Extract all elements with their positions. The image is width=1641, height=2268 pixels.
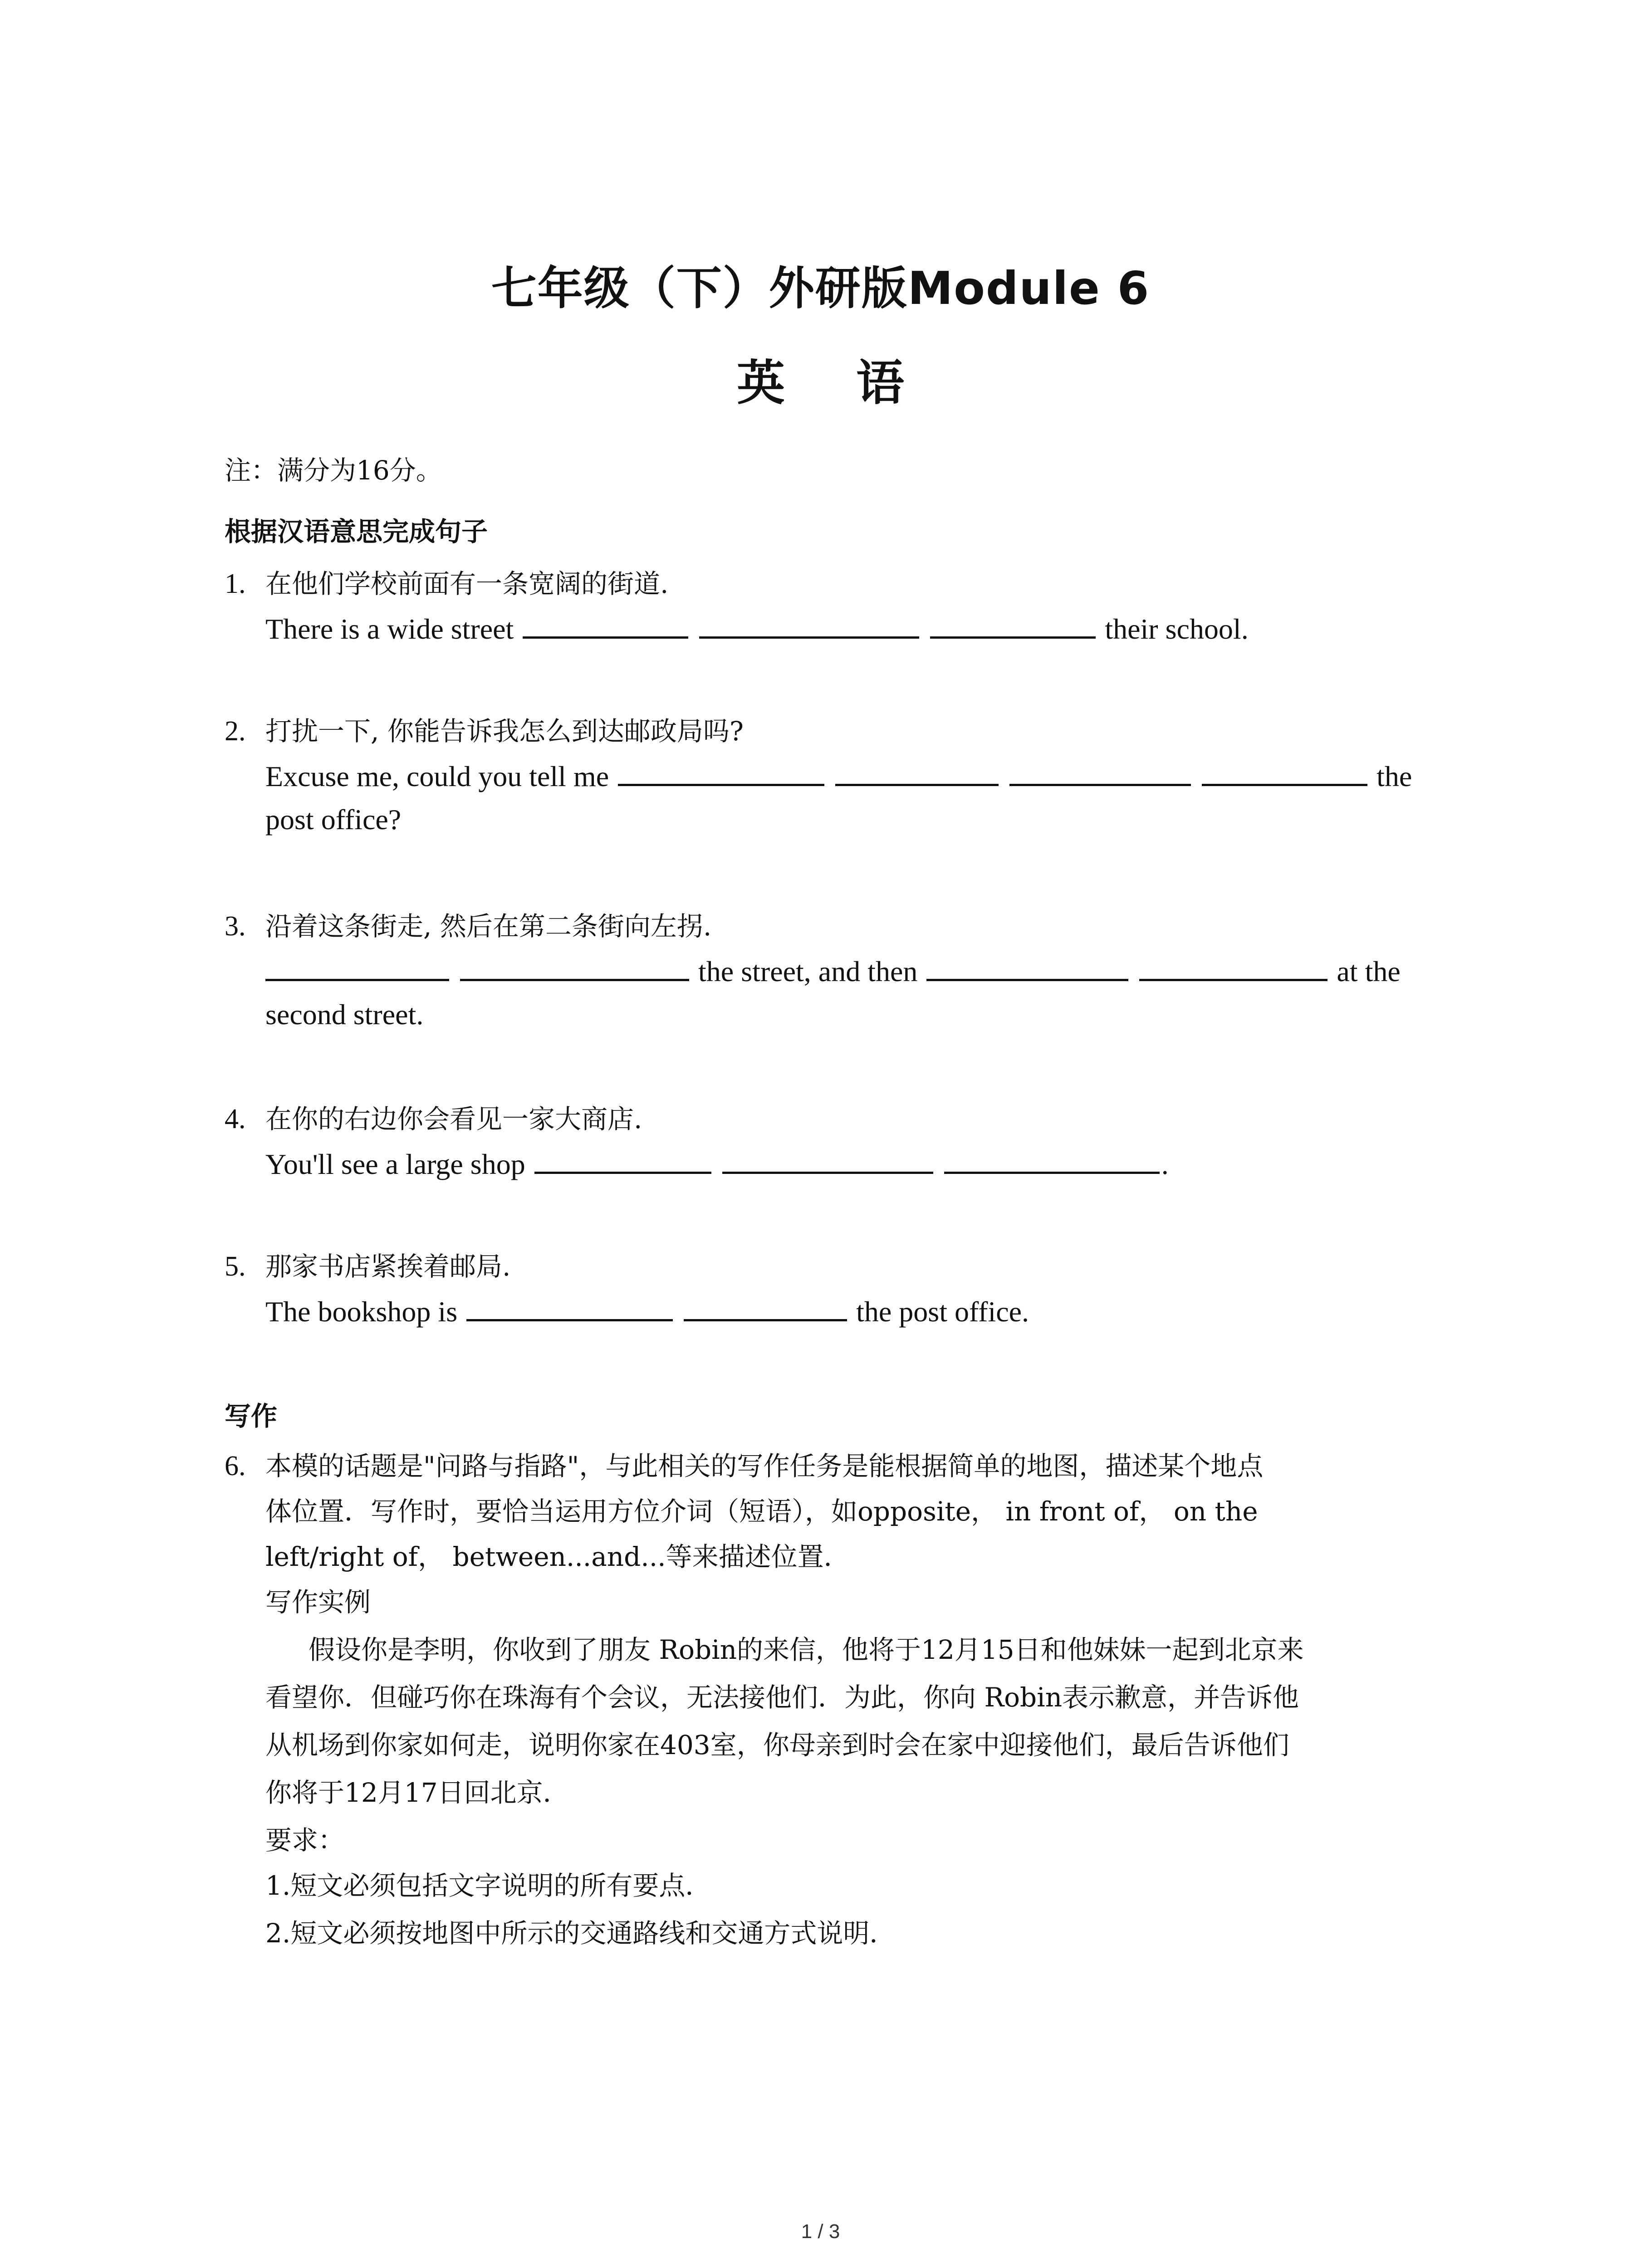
answer-blank[interactable] (930, 610, 1096, 639)
question-number: 3. (225, 911, 246, 942)
chinese-sentence: 在你的右边你会看见一家大商店. (265, 1104, 642, 1134)
question-5-chinese (225, 1245, 510, 1283)
english-text: at the (1337, 955, 1401, 987)
answer-blank[interactable] (618, 758, 824, 786)
writing-text: 本模的话题是"问路与指路"，与此相关的写作任务是能根据简单的地图，描述某个地点 (265, 1451, 1264, 1481)
question-number: 6. (225, 1451, 246, 1481)
subject-title: 英 语 (737, 355, 931, 411)
writing-line-2: 体位置．写作时，要恰当运用方位介词（短语），如opposite， in front of， on the (265, 1496, 1258, 1527)
writing-example-heading: 写作实例 (265, 1587, 371, 1618)
question-2-english-cont: post office? (265, 803, 402, 836)
chinese-sentence: 在他们学校前面有一条宽阔的街道. (265, 568, 669, 599)
answer-blank[interactable] (534, 1145, 711, 1174)
answer-blank[interactable] (460, 953, 689, 981)
writing-line-5: 假设你是李明，你收到了朋友 Robin的来信，他将于12月15日和他妹妹一起到北京来 (309, 1634, 1304, 1665)
question-number: 2. (225, 716, 246, 747)
answer-blank[interactable] (684, 1293, 847, 1321)
english-text: the (1376, 760, 1412, 792)
english-text: the post office. (856, 1295, 1029, 1328)
answer-blank[interactable] (1009, 758, 1191, 786)
score-note: 注：满分为16分。 (225, 455, 442, 486)
question-3-english (265, 953, 1401, 988)
requirement-2: 2.短文必须按地图中所示的交通路线和交通方式说明． (265, 1918, 896, 1949)
writing-line-3: left/right of， between...and...等来描述位置． (265, 1541, 850, 1572)
question-5-english (265, 1293, 1029, 1329)
question-2-chinese (225, 710, 744, 748)
english-text: . (1161, 1148, 1169, 1180)
writing-line-7: 从机场到你家如何走，说明你家在403室，你母亲到时会在家中迎接他们，最后告诉他们 (265, 1730, 1289, 1760)
question-number: 5. (225, 1251, 246, 1282)
writing-line-1 (225, 1445, 1263, 1483)
answer-blank[interactable] (722, 1145, 933, 1174)
english-text: There is a wide street (265, 613, 514, 645)
answer-blank[interactable] (466, 1293, 673, 1321)
english-text: their school. (1105, 613, 1249, 645)
answer-blank[interactable] (835, 758, 999, 786)
english-text: Excuse me, could you tell me (265, 760, 609, 792)
chinese-sentence: 那家书店紧挨着邮局. (265, 1251, 511, 1282)
answer-blank[interactable] (265, 953, 449, 981)
section-heading-writing: 写作 (225, 1401, 278, 1432)
answer-blank[interactable] (926, 953, 1128, 981)
requirements-heading: 要求： (265, 1825, 345, 1856)
document-title: 七年级（下）外研版Module 6 (491, 262, 1150, 315)
writing-line-6: 看望你．但碰巧你在珠海有个会议，无法接他们．为此，你向 Robin表示歉意，并告诉他 (265, 1682, 1299, 1713)
question-number: 1. (225, 568, 246, 599)
answer-blank[interactable] (1139, 953, 1327, 981)
requirement-1: 1.短文必须包括文字说明的所有要点． (265, 1870, 712, 1901)
page-number: 1 / 3 (801, 2220, 840, 2243)
answer-blank[interactable] (944, 1145, 1160, 1174)
chinese-sentence: 打扰一下, 你能告诉我怎么到达邮政局吗? (265, 716, 744, 747)
question-3-chinese (225, 905, 711, 943)
question-4-chinese (225, 1098, 642, 1136)
english-text: The bookshop is (265, 1295, 458, 1328)
question-4-english (265, 1145, 1169, 1181)
answer-blank[interactable] (699, 610, 919, 639)
question-2-english (265, 758, 1412, 793)
question-1-chinese (225, 562, 668, 601)
writing-line-8: 你将于12月17日回北京． (265, 1777, 569, 1808)
section-heading-translation: 根据汉语意思完成句子 (225, 516, 488, 547)
answer-blank[interactable] (523, 610, 688, 639)
question-1-english (265, 610, 1249, 646)
chinese-sentence: 沿着这条街走, 然后在第二条街向左拐. (265, 911, 712, 942)
question-number: 4. (225, 1104, 246, 1134)
question-3-english-cont: second street. (265, 998, 424, 1031)
english-text: the street, and then (698, 955, 918, 987)
answer-blank[interactable] (1202, 758, 1367, 786)
english-text: You'll see a large shop (265, 1148, 525, 1180)
